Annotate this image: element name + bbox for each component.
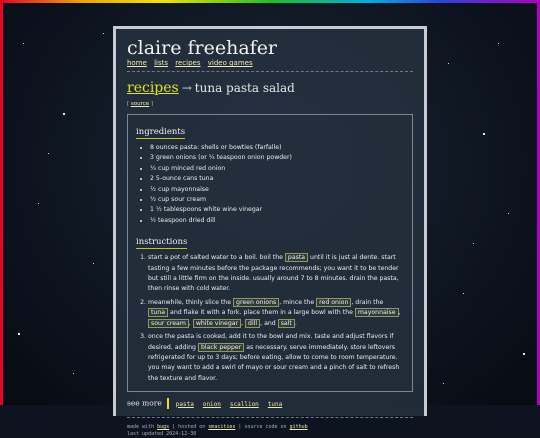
footer-credits [127, 424, 413, 431]
step-text: , [188, 319, 193, 327]
ingredient-tag: mayonnaise [355, 308, 399, 317]
page-title: tuna pasta salad [194, 81, 295, 95]
step-text: . [294, 319, 297, 327]
ingredient-item: • 3 green onions (or ¼ teaspoon onion powder) [150, 153, 404, 163]
ingredient-item: • ½ cup mayonnaise [150, 185, 404, 195]
ingredient-tag: pasta [285, 253, 308, 262]
footer-source-text: | source code on [235, 424, 290, 431]
ingredient-tag: dill [245, 319, 260, 328]
ingredient-tag: sour cream [148, 319, 189, 328]
ingredient-tag: red onion [316, 298, 351, 307]
see-more-divider [167, 398, 169, 409]
instruction-step-1 [148, 253, 404, 295]
content-panel [113, 26, 427, 438]
site-footer [127, 417, 413, 438]
ingredients-heading: ingredients [136, 127, 186, 137]
nav-home-link[interactable]: home [127, 59, 147, 67]
footer-hosted-text: | hosted on [169, 424, 209, 431]
tag-link-onion[interactable]: onion [202, 400, 221, 408]
step-text: , drain the [351, 298, 384, 306]
step-text: , [241, 319, 246, 327]
ingredient-item: • 8 ounces pasta: shells or bowties (farfalle) [150, 143, 404, 153]
nav-lists-link[interactable]: lists [154, 59, 169, 67]
step-text: , and [260, 319, 278, 327]
tag-link-scallion[interactable]: scallion [229, 400, 259, 408]
breadcrumb [127, 80, 413, 96]
step-text: , mince the [279, 298, 317, 306]
tag-link-tuna[interactable]: tuna [267, 400, 283, 408]
step-text: once the pasta is cooked, add it to the bowl and mix. taste and adjust flavors if desired, adding [148, 333, 394, 351]
step-text: and flake it with a fork. place them in a large bowl with the [168, 309, 355, 317]
ingredient-tag: tuna [148, 308, 168, 317]
ingredient-tag: salt [278, 319, 295, 328]
nav-recipes-link[interactable]: recipes [175, 59, 201, 67]
ingredient-tag: white vinegar [193, 319, 241, 328]
ingredient-item: • 1 ½ tablespoons white wine vinegar [150, 205, 404, 215]
step-text: , [398, 309, 401, 317]
ingredient-tag: black pepper [198, 343, 244, 352]
footer-last-updated: last updated 2024-12-30 [127, 431, 197, 438]
main-nav [127, 59, 413, 67]
ingredient-tag: green onions [233, 298, 279, 307]
instructions-list [136, 253, 404, 384]
source-link[interactable]: source [130, 101, 150, 107]
ingredient-item: • 2 5-ounce cans tuna [150, 174, 404, 184]
breadcrumb-arrow: → [181, 81, 192, 95]
step-text: meanwhile, thinly slice the [148, 298, 234, 306]
ingredient-item: • ¼ cup minced red onion [150, 164, 404, 174]
instruction-step-3 [148, 332, 404, 384]
step-text: until it is just al dente. start tasting a few minutes before the package recommends; you want it to be tender but still a little firm on the inside. usually around 7 to 8 minutes. drain the pasta, then rinse with cold water. [148, 254, 399, 293]
header-divider [127, 71, 413, 72]
ingredients-list [136, 143, 404, 226]
footer-made-with: made with [127, 424, 155, 431]
ingredient-item: • ½ teaspoon dried dill [150, 216, 404, 226]
step-text: as necessary. serve immediately. store leftovers refrigerated for up to 3 days; before eating, allow to come to room temperature. you may want to add a swirl of mayo or sour cream and a pinch of salt to refresh the texture and flavor. [148, 343, 400, 382]
step-text: start a pot of salted water to a boil. boil the [148, 254, 285, 262]
source-row: [ source ] [127, 101, 154, 107]
footer-github-link[interactable]: github [289, 424, 308, 431]
breadcrumb-recipes-link[interactable]: recipes [127, 80, 179, 96]
ingredient-item: • ½ cup sour cream [150, 195, 404, 205]
recipe-card [127, 114, 413, 392]
instruction-step-2 [148, 298, 404, 329]
footer-host-link[interactable]: smacities [208, 424, 236, 431]
nav-video-games-link[interactable]: video games [207, 59, 253, 67]
see-more-row [127, 398, 413, 409]
footer-bugs-link[interactable]: bugs [157, 424, 170, 431]
site-title[interactable]: claire freehafer [127, 37, 278, 59]
see-more-label: see more [127, 398, 162, 408]
tag-link-pasta[interactable]: pasta [175, 400, 194, 408]
instructions-heading: instructions [136, 237, 188, 248]
